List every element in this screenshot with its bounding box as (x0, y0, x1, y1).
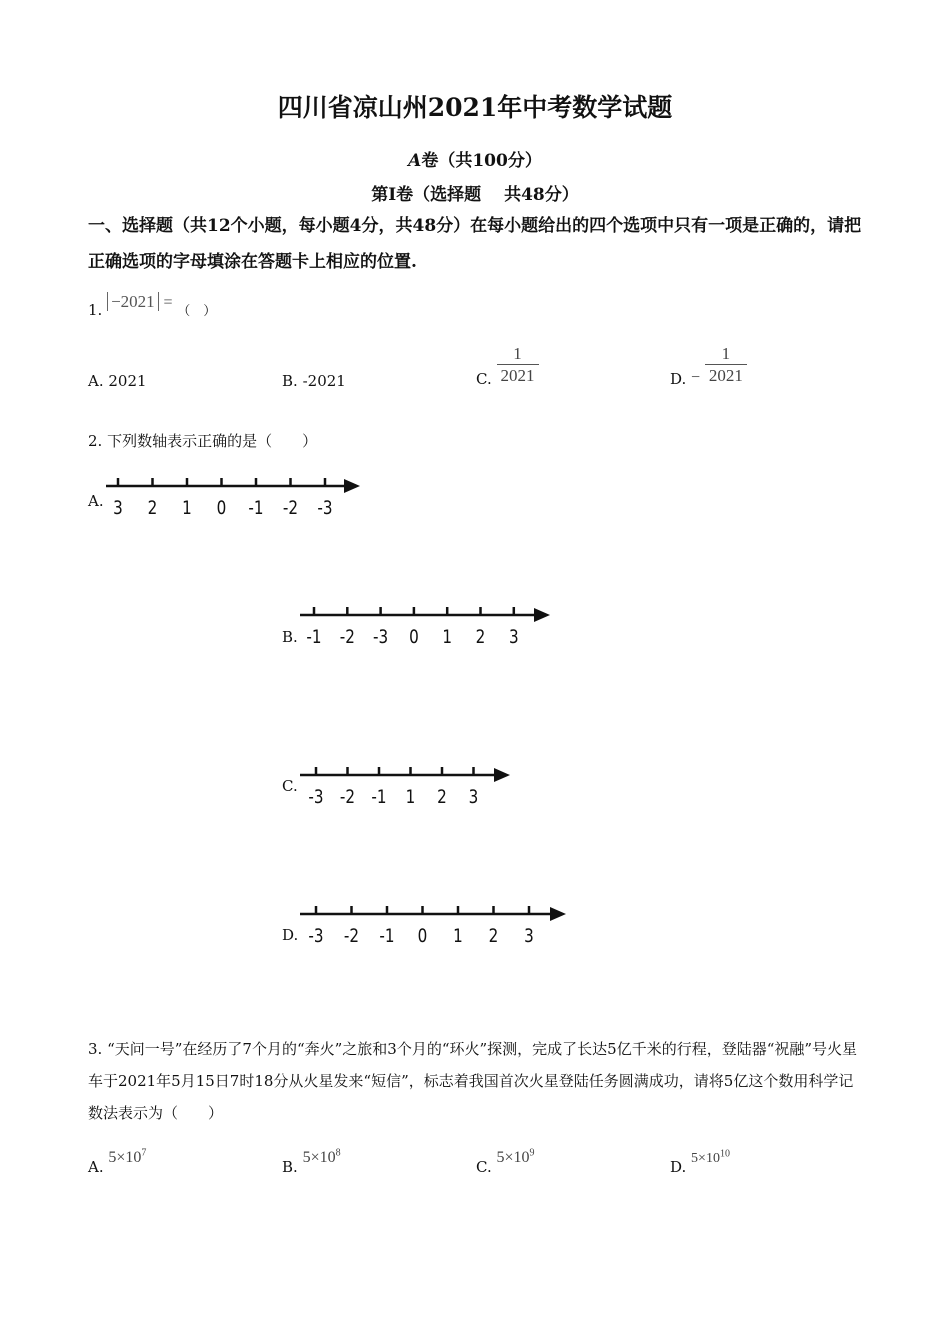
tick-group (308, 767, 478, 809)
scientific-notation (303, 1149, 341, 1166)
tick-label: 0 (409, 626, 419, 649)
tick-label: 1 (405, 786, 416, 809)
q3-option-c (476, 1148, 535, 1177)
option-letter: C. (476, 369, 492, 388)
option-letter: C. (476, 1158, 492, 1177)
number-line-c (298, 761, 528, 811)
tick-label: -2 (339, 786, 356, 809)
fraction (705, 344, 747, 387)
option-letter: B. (282, 372, 298, 390)
tick-label: -3 (317, 497, 333, 520)
option-letter: A. (88, 372, 104, 390)
q1-option-d (670, 344, 747, 387)
tick-label: 3 (524, 925, 534, 948)
tick-label: 0 (216, 497, 227, 520)
tick-label: -1 (248, 497, 264, 520)
sci-base: 5×10 (691, 1151, 720, 1166)
tick-group (113, 478, 332, 520)
option-value: -2021 (302, 372, 346, 390)
sci-exponent: 7 (141, 1148, 147, 1159)
tick-label: 2 (147, 497, 158, 520)
tick-label: 3 (508, 626, 519, 649)
q1-option-c (476, 344, 539, 387)
arrow-head (534, 608, 550, 622)
sci-base: 5×10 (496, 1149, 530, 1167)
scientific-notation (108, 1149, 146, 1166)
option-letter: D. (670, 1158, 687, 1176)
tick-group (306, 607, 518, 649)
page-title: 四川省凉山州2021年中考数学试题 (277, 93, 673, 122)
scientific-notation (691, 1148, 730, 1166)
fraction-denominator: 2021 (705, 364, 747, 387)
q1-option-a (88, 372, 147, 390)
question-1-stem (88, 292, 217, 319)
part-one-heading: 第Ⅰ卷（选择题 共48分） (371, 185, 579, 205)
tick-label: 2 (475, 626, 486, 649)
number-line-a (104, 472, 374, 528)
fraction (497, 344, 539, 387)
tick-label: -1 (306, 626, 322, 649)
q2-option-d-letter: D. (282, 926, 299, 944)
tick-label: 1 (453, 925, 463, 948)
question-2-stem: 2. 下列数轴表示正确的是（ ） (88, 432, 318, 450)
tick-label: 0 (417, 925, 428, 948)
answer-paren: （ ） (177, 304, 217, 319)
abs-value-expression: −2021 (107, 292, 159, 311)
tick-label: -2 (343, 925, 360, 948)
q3-option-b (282, 1148, 341, 1177)
sci-exponent: 8 (335, 1148, 341, 1159)
fraction-denominator: 2021 (497, 364, 539, 387)
q1-option-b (282, 372, 346, 390)
sci-exponent: 10 (719, 1148, 730, 1160)
q3-option-a (88, 1148, 147, 1177)
tick-label: -3 (308, 925, 324, 948)
option-value: 2021 (108, 372, 147, 390)
sci-base: 5×10 (108, 1149, 142, 1167)
scientific-notation (497, 1149, 535, 1166)
tick-label: 1 (182, 497, 192, 520)
tick-label: 2 (488, 925, 499, 948)
section-a-heading (0, 146, 950, 171)
sci-exponent: 9 (529, 1148, 535, 1159)
arrow-head (550, 907, 566, 921)
option-letter: D. (670, 369, 687, 388)
section-a-letter: A (408, 151, 422, 171)
section-a-rest: 卷（共100分） (421, 151, 542, 171)
tick-label: -1 (379, 925, 395, 948)
arrow-head (344, 479, 360, 493)
arrow-head (494, 768, 510, 782)
tick-group (308, 906, 533, 948)
tick-label: 3 (468, 786, 479, 809)
q2-option-b-letter: B. (282, 628, 298, 646)
option-letter: B. (282, 1158, 298, 1177)
fraction-numerator: 1 (513, 344, 522, 363)
tick-label: -2 (339, 626, 355, 649)
tick-label: -3 (373, 626, 389, 649)
sci-base: 5×10 (302, 1149, 336, 1167)
tick-label: 3 (113, 497, 123, 520)
number-line-b (298, 601, 568, 661)
equals-sign: = (163, 294, 173, 311)
tick-label: 1 (442, 626, 453, 649)
tick-label: -1 (371, 786, 387, 809)
number-line-d (298, 900, 578, 960)
question-1-number: 1. (88, 301, 103, 319)
q2-option-c-letter: C. (282, 777, 298, 795)
q2-option-a-letter: A. (88, 492, 104, 510)
fraction-numerator: 1 (721, 344, 731, 363)
question-3-stem: 3. “天问一号”在经历了7个月的“奔火”之旅和3个月的“环火”探测，完成了长达5亿千米的行程，登陆器“祝融”号火星车于2021年5月15日7时18分从火星发来“短信”，标志着我国首次火星登陆任务圆满成功，请将5亿这个数用科学记数法表示为（ ） (88, 1040, 858, 1122)
option-letter: A. (88, 1158, 104, 1177)
tick-label: 2 (437, 786, 447, 809)
tick-label: -3 (308, 786, 324, 809)
q3-option-d (670, 1148, 730, 1176)
instructions: 一、选择题（共12个小题，每小题4分，共48分）在每小题给出的四个选项中只有一项是正确的，请把正确选项的字母填涂在答题卡上相应的位置. (88, 216, 862, 272)
tick-label: -2 (282, 497, 299, 520)
minus-sign: − (691, 368, 701, 386)
